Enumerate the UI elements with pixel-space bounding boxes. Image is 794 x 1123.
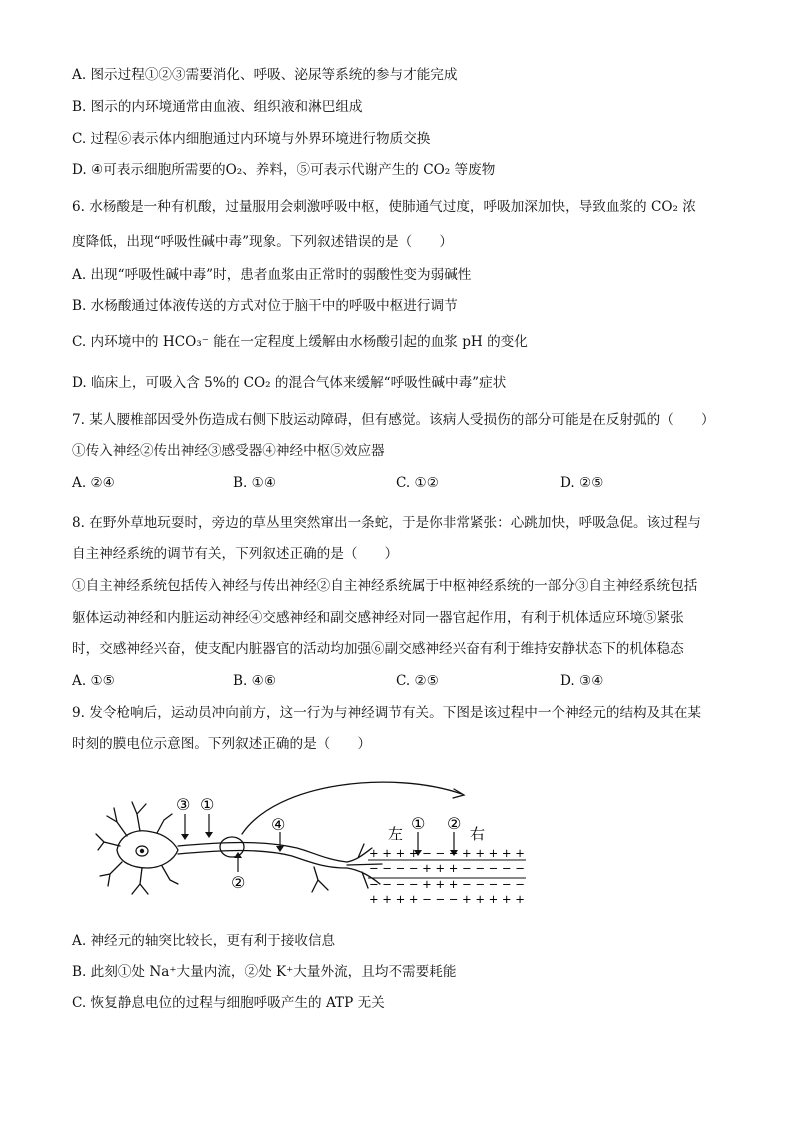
q8-option-d: D. ③④: [560, 673, 604, 689]
q7-option-a: A. ②④: [72, 475, 115, 491]
q6-option-a: A. 出现“呼吸性碱中毒”时，患者血浆由正常时的弱酸性变为弱碱性: [72, 267, 472, 283]
left-word: 左: [388, 825, 404, 843]
q7-option-b: B. ①④: [233, 475, 277, 491]
right-word: 右: [470, 825, 486, 843]
q7-stem-line-1: 7. 某人腰椎部因受外伤造成右侧下肢运动障碍，但有感觉。该病人受损伤的部分可能是在反射弧的（ ）: [72, 412, 715, 428]
q8-option-b: B. ④⑥: [233, 673, 277, 689]
membrane-row-1: + + + + − − − + + + + +: [369, 846, 525, 860]
q8-option-a: A. ①⑤: [72, 673, 115, 689]
label-3: ③: [176, 795, 191, 814]
q8-stem-line-3: ①自主神经系统包括传入神经与传出神经②自主神经系统属于中枢神经系统的一部分③自主神经系统包括: [72, 578, 698, 594]
axon-terminal: [312, 867, 328, 892]
neuron-membrane-figure: [92, 772, 542, 917]
axon-lower: [178, 851, 347, 869]
dendrite: [162, 866, 178, 884]
q8-stem-line-4: 躯体运动神经和内脏运动神经④交感神经和副交感神经对同一器官起作用，有利于机体适应环境⑤紧张: [72, 610, 684, 626]
q6-option-c: C. 内环境中的 HCO₃⁻ 能在一定程度上缓解由水杨酸引起的血浆 pH 的变化: [72, 334, 528, 350]
q5-option-d: D. ④可表示细胞所需要的O₂、养料，⑤可表示代谢产生的 CO₂ 等废物: [72, 162, 496, 178]
circled-region: [220, 837, 244, 857]
membrane-row-3: − − − − + + + − − − − −: [369, 877, 525, 891]
q7-option-c: C. ①②: [396, 475, 439, 491]
dendrite: [132, 868, 148, 894]
membrane-label-1: ①: [411, 814, 426, 833]
dendrite: [96, 834, 120, 850]
dendrite: [132, 802, 146, 831]
dendrite: [107, 808, 127, 836]
q8-stem-line-5: 时，交感神经兴奋，使支配内脏器官的活动均加强⑥副交感神经兴奋有利于维持安静状态下的机体稳态: [72, 641, 684, 657]
membrane-label-2: ②: [447, 814, 462, 833]
q9-option-b: B. 此刻①处 Na⁺大量内流，②处 K⁺大量外流，且均不需要耗能: [72, 964, 457, 980]
dendrite: [157, 814, 172, 833]
dendrite: [100, 862, 122, 886]
q6-stem-line-1: 6. 水杨酸是一种有机酸，过量服用会刺激呼吸中枢，使肺通气过度，呼吸加深加快，导致血浆的 CO₂ 浓: [72, 199, 696, 215]
q7-option-d: D. ②⑤: [560, 475, 604, 491]
q6-stem-line-2: 度降低，出现“呼吸性碱中毒”现象。下列叙述错误的是（ ）: [72, 234, 453, 250]
q6-option-d: D. 临床上，可吸入含 5%的 CO₂ 的混合气体来缓解“呼吸性碱中毒”症状: [72, 375, 507, 391]
membrane-row-2: − − − − + + + − − − − −: [369, 861, 525, 875]
label-2: ②: [231, 873, 246, 892]
label-1: ①: [200, 795, 215, 814]
q9-stem-line-1: 9. 发令枪响后，运动员冲向前方，这一行为与神经调节有关。下图是该过程中一个神经元的结构及其在某: [72, 705, 702, 721]
q5-option-b: B. 图示的内环境通常由血液、组织液和淋巴组成: [72, 99, 363, 115]
q8-stem-line-2: 自主神经系统的调节有关，下列叙述正确的是（ ）: [72, 546, 399, 562]
q7-stem-line-2: ①传入神经②传出神经③感受器④神经中枢⑤效应器: [72, 443, 385, 459]
q8-stem-line-1: 8. 在野外草地玩耍时，旁边的草丛里突然窜出一条蛇，于是你非常紧张：心跳加快，呼吸急促。该过程与: [72, 515, 702, 531]
q5-option-a: A. 图示过程①②③需要消化、呼吸、泌尿等系统的参与才能完成: [72, 67, 458, 83]
q9-stem-line-2: 时刻的膜电位示意图。下列叙述正确的是（ ）: [72, 736, 372, 752]
q9-option-c: C. 恢复静息电位的过程与细胞呼吸产生的 ATP 无关: [72, 995, 385, 1011]
membrane-row-4: + + + + − − − + + + + +: [369, 892, 525, 906]
label-4: ④: [271, 815, 286, 834]
q8-option-c: C. ②⑤: [396, 673, 439, 689]
nucleolus: [140, 849, 144, 853]
q9-option-a: A. 神经元的轴突比较长，更有利于接收信息: [72, 933, 336, 949]
q5-option-c: C. 过程⑥表示体内细胞通过内环境与外界环境进行物质交换: [72, 131, 431, 147]
q6-option-b: B. 水杨酸通过体液传送的方式对位于脑干中的呼吸中枢进行调节: [72, 298, 458, 314]
